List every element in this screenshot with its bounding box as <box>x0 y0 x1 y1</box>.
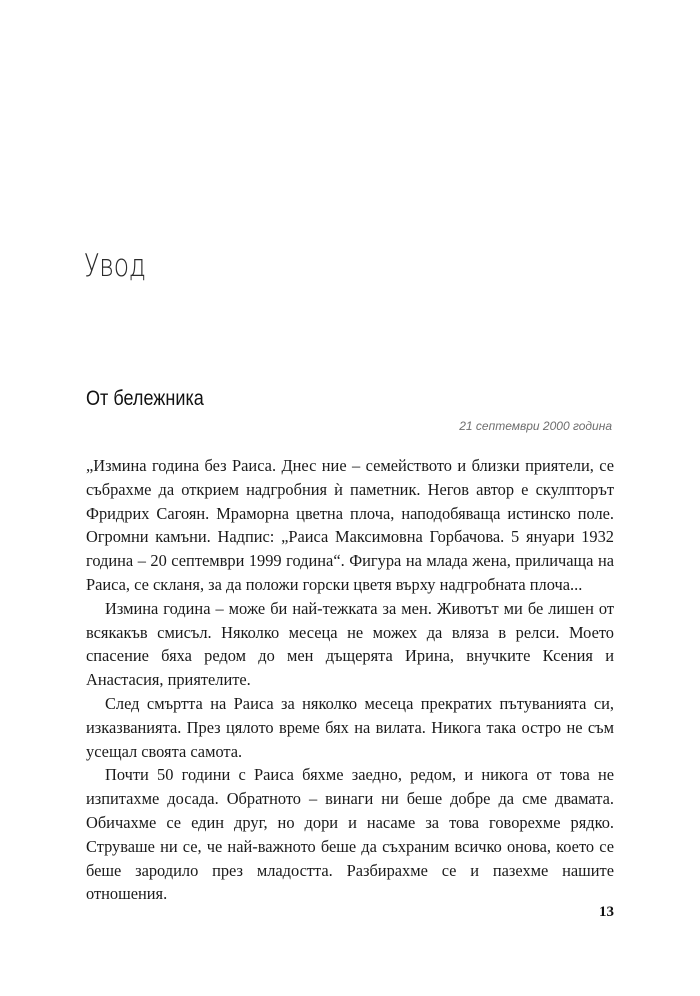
entry-date: 21 септември 2000 година <box>459 419 612 433</box>
section-heading: От бележника <box>86 387 204 410</box>
paragraph: След смъртта на Раиса за няколко месеца прекратих пътуванията си, изказванията. През цялото време бях на вилата. Никога така остро не съм усещал своята самота. <box>86 693 614 761</box>
body-text <box>86 454 614 906</box>
paragraph: Измина година – може би най-тежката за мен. Животът ми бе лишен от всякакъв смисъл. Няколко месеца не можех да вляза в релси. Моето спасение бяха редом до мен дъщерята Ирина, внучките Ксения и Анастасия, приятелите. <box>86 598 614 690</box>
page-number: 13 <box>599 904 614 920</box>
paragraph: Почти 50 години с Раиса бяхме заедно, редом, и никога от това не изпитахме досада. Обратното – винаги ни беше добре да сме двамата. Обичахме се един друг, но дори и насаме за това говорехме рядко. Струваше ни се, че най-важното беше да съхраним всичко онова, което се беше зародило през младостта. Разбирахме се и пазехме нашите отношения. <box>86 765 614 904</box>
chapter-title: Увод <box>84 248 146 284</box>
paragraph: „Измина година без Раиса. Днес ние – семейството и близки приятели, се събрахме да открием надгробния ѝ паметник. Негов автор е скулпторът Фридрих Сагоян. Мраморна цветна плоча, наподобяваща истинско поле. Огромни камъни. Надпис: „Раиса Максимовна Горбачова. 5 януари 1932 година – 20 септември 1999 година“. Фигура на млада жена, приличаща на Раиса, се скланя, за да положи горски цветя върху надгробната плоча... <box>86 456 614 594</box>
